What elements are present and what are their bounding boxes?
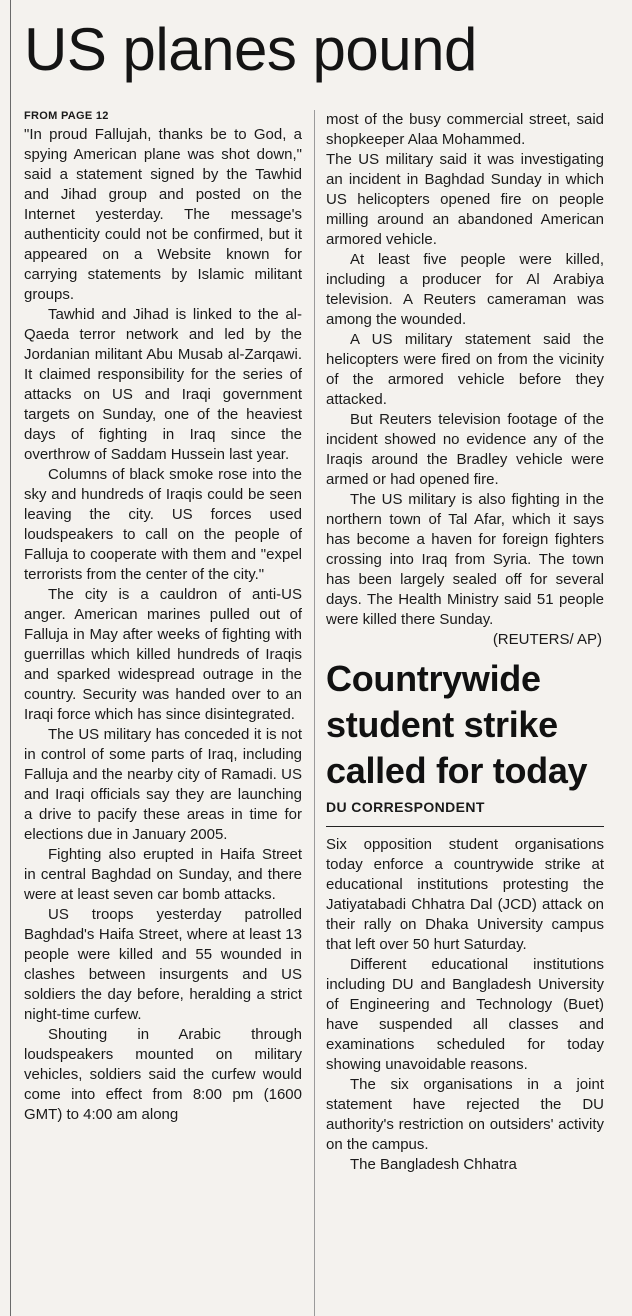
column-divider xyxy=(314,110,315,1316)
article-paragraph: Fighting also erupted in Haifa Street in central Baghdad on Sunday, and there were at least seven car bomb attacks. xyxy=(24,846,302,903)
article-left-column xyxy=(24,109,302,1316)
article-continuation: most of the busy commercial street, said shopkeeper Alaa Mohammed. xyxy=(326,111,604,148)
article-paragraph: At least five people were killed, including a producer for Al Arabiya television. A Reuters cameraman was among the wounded. xyxy=(326,251,604,328)
dateline: FROM PAGE 12 xyxy=(24,110,109,122)
article-paragraph: The US military has conceded it is not in control of some parts of Iraq, including Falluja and the nearby city of Ramadi. US and Iraqi officials say they are launching a drive to pacify these areas in time for elections due in January 2005. xyxy=(24,726,302,843)
next-headline-fragment xyxy=(24,1304,302,1316)
article-paragraph: The six organisations in a joint statement have rejected the DU authority's restriction on outsiders' activity on the campus. xyxy=(326,1076,604,1153)
article-right-column xyxy=(326,110,604,1316)
article-paragraph: A US military statement said the helicopters were fired on from the vicinity of the armored vehicle before they attacked. xyxy=(326,331,604,408)
article-paragraph: "In proud Fallujah, thanks be to God, a spying American plane was shot down," said a statement signed by the Tawhid and Jihad group and posted on the Internet yesterday. The message's authenticity could not be confirmed, but it appeared on a Website known for carrying statements by Islamic militant groups. xyxy=(24,126,302,303)
article-paragraph: Shouting in Arabic through loudspeakers mounted on military vehicles, soldiers said the curfew would come into effect from 8:00 pm (1600 GMT) to 4:00 am along xyxy=(24,1026,302,1123)
article-paragraph: The US military is also fighting in the northern town of Tal Afar, which it says has become a haven for foreign fighters crossing into Iraq from Syria. The town has been largely sealed off for several days. The Health Ministry said 51 people were killed there Sunday. xyxy=(326,491,604,628)
headline: US planes pound xyxy=(24,16,477,83)
article-paragraph: The Bangladesh Chhatra xyxy=(350,1156,517,1173)
article-paragraph: But Reuters television footage of the incident showed no evidence any of the Iraqis around the Bradley vehicle were armed or had opened fire. xyxy=(326,411,604,488)
article-paragraph: Six opposition student organisations today enforce a countrywide strike at educational institutions protesting the Jatiyatabadi Chhatra Dal (JCD) attack on their rally on Dhaka University campus that left over 50 hurt Saturday. xyxy=(326,836,604,953)
second-article-headline: Countrywide student strike called for today xyxy=(326,658,588,791)
article-paragraph: Columns of black smoke rose into the sky and hundreds of Iraqis could be seen leaving the city. US forces used loudspeakers to call on the people of Falluja to cooperate with them and "expel terrorists from the center of the city." xyxy=(24,466,302,583)
article-paragraph: The US military said it was investigating an incident in Baghdad Sunday in which US helicopters opened fire on people milling around an abandoned American armored vehicle. xyxy=(326,151,604,248)
left-column-rule xyxy=(10,0,11,1316)
article-paragraph: US troops yesterday patrolled Baghdad's Haifa Street, where at least 13 people were killed and 55 wounded in clashes between insurgents and US soldiers the day before, heralding a strict night-time curfew. xyxy=(24,906,302,1023)
article-paragraph: The city is a cauldron of anti-US anger. American marines pulled out of Falluja in May after weeks of fighting with guerrillas which killed hundreds of Iraqis and sparked widespread outrage in the country. Security was handed over to an Iraqi force which has since disintegrated. xyxy=(24,586,302,723)
article-paragraph: Different educational institutions including DU and Bangladesh University of Engineering and Technology (Buet) have suspended all classes and examinations scheduled for today showing unavoidable reasons. xyxy=(326,956,604,1073)
article-paragraph: Tawhid and Jihad is linked to the al-Qaeda terror network and led by the Jordanian militant Abu Musab al-Zarqawi. It claimed responsibility for the series of attacks on US and Iraqi government targets on Sunday, one of the heaviest days of fighting in Iraq since the overthrow of Saddam Hussein last year. xyxy=(24,306,302,463)
news-agency-credit: (REUTERS/ AP) xyxy=(492,631,602,648)
byline: DU CORRESPONDENT xyxy=(326,799,485,815)
byline-rule xyxy=(326,826,604,827)
